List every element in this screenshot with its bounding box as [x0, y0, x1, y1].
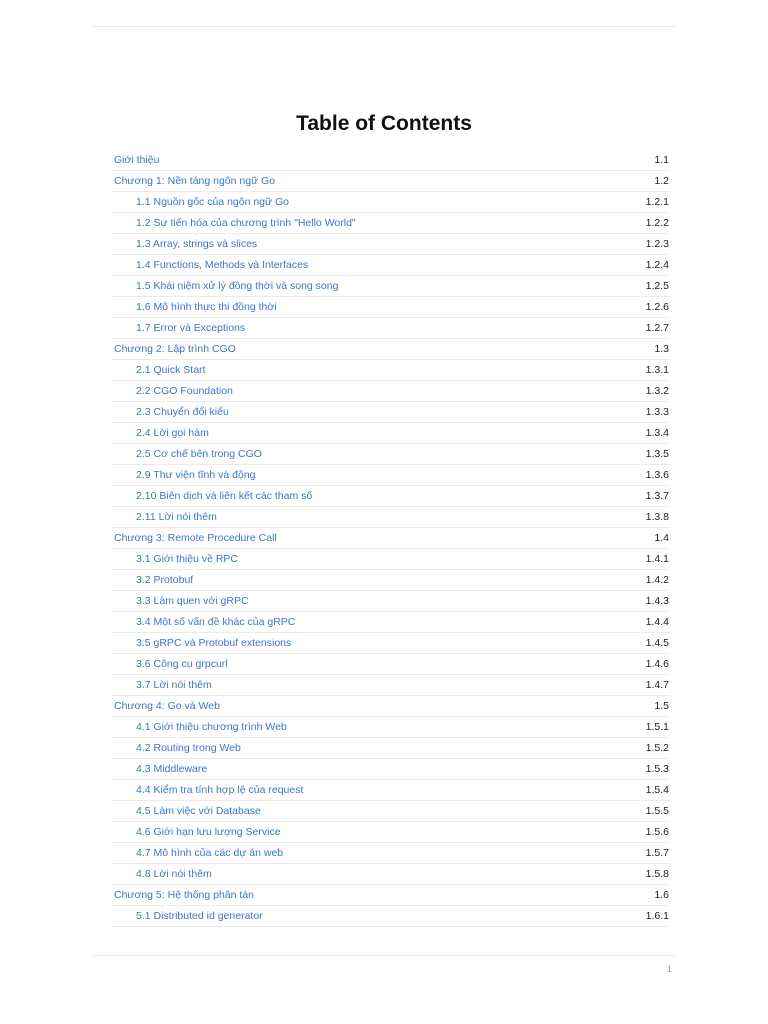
top-divider [93, 26, 675, 27]
toc-section-link[interactable]: 2.3 Chuyển đổi kiểu [136, 406, 229, 418]
toc-section-number: 1.5.3 [645, 763, 669, 775]
toc-entry [112, 276, 670, 297]
toc-section-number: 1.4.2 [645, 574, 669, 586]
toc-section-number: 1.3.7 [645, 490, 669, 502]
toc-entry [112, 654, 670, 675]
toc-section-link[interactable]: 3.7 Lời nói thêm [136, 679, 212, 691]
toc-section-number: 1.5.1 [645, 721, 669, 733]
toc-section-number: 1.3.8 [645, 511, 669, 523]
toc-section-link[interactable]: 3.6 Công cụ grpcurl [136, 658, 228, 670]
toc-entry [112, 402, 670, 423]
bottom-divider [93, 955, 675, 956]
toc-section-link[interactable]: 2.2 CGO Foundation [136, 385, 233, 397]
toc-entry [112, 339, 670, 360]
toc-section-number: 1.3.2 [645, 385, 669, 397]
toc-section-link[interactable]: 1.6 Mô hình thực thi đồng thời [136, 301, 277, 313]
toc-entry [112, 507, 670, 528]
toc-entry [112, 528, 670, 549]
toc-entry [112, 717, 670, 738]
toc-entry [112, 570, 670, 591]
toc-entry [112, 465, 670, 486]
toc-entry [112, 864, 670, 885]
table-of-contents [112, 150, 670, 927]
toc-entry [112, 843, 670, 864]
toc-entry [112, 192, 670, 213]
toc-section-number: 1.4.3 [645, 595, 669, 607]
toc-section-number: 1.1 [654, 154, 669, 166]
toc-entry [112, 213, 670, 234]
toc-section-link[interactable]: 2.4 Lời gọi hàm [136, 427, 209, 439]
toc-entry [112, 780, 670, 801]
toc-section-number: 1.4.6 [645, 658, 669, 670]
toc-chapter-link[interactable]: Giới thiệu [114, 154, 160, 166]
toc-entry [112, 297, 670, 318]
toc-entry [112, 906, 670, 927]
toc-section-number: 1.2.5 [645, 280, 669, 292]
toc-section-link[interactable]: 2.1 Quick Start [136, 364, 206, 376]
toc-section-number: 1.3.4 [645, 427, 669, 439]
toc-section-number: 1.2.4 [645, 259, 669, 271]
toc-section-link[interactable]: 2.9 Thư viện tĩnh và động [136, 469, 256, 481]
toc-section-link[interactable]: 4.6 Giới hạn lưu lượng Service [136, 826, 281, 838]
toc-section-link[interactable]: 3.4 Một số vấn đề khác của gRPC [136, 616, 296, 628]
toc-entry [112, 360, 670, 381]
toc-entry [112, 696, 670, 717]
toc-entry [112, 591, 670, 612]
toc-section-link[interactable]: 3.5 gRPC và Protobuf extensions [136, 637, 292, 649]
toc-entry [112, 423, 670, 444]
toc-section-number: 1.6.1 [645, 910, 669, 922]
toc-chapter-link[interactable]: Chương 1: Nền tảng ngôn ngữ Go [114, 175, 276, 187]
toc-section-link[interactable]: 1.7 Error và Exceptions [136, 322, 246, 334]
toc-section-link[interactable]: 4.8 Lời nói thêm [136, 868, 212, 880]
toc-section-number: 1.5.4 [645, 784, 669, 796]
toc-section-number: 1.3.1 [645, 364, 669, 376]
toc-section-link[interactable]: 2.10 Biên dịch và liên kết các tham số [136, 490, 313, 502]
toc-section-link[interactable]: 4.2 Routing trong Web [136, 742, 241, 754]
toc-section-link[interactable]: 1.3 Array, strings và slices [136, 238, 258, 250]
toc-entry [112, 633, 670, 654]
toc-entry [112, 381, 670, 402]
toc-entry [112, 885, 670, 906]
toc-section-number: 1.2.1 [645, 196, 669, 208]
toc-entry [112, 234, 670, 255]
toc-entry [112, 822, 670, 843]
toc-section-number: 1.3.5 [645, 448, 669, 460]
toc-entry [112, 549, 670, 570]
toc-section-number: 1.2.3 [645, 238, 669, 250]
toc-section-number: 1.3.3 [645, 406, 669, 418]
toc-section-number: 1.2.6 [645, 301, 669, 313]
toc-section-number: 1.3.6 [645, 469, 669, 481]
toc-section-number: 1.5.8 [645, 868, 669, 880]
toc-section-number: 1.2 [654, 175, 669, 187]
toc-section-number: 1.4.5 [645, 637, 669, 649]
toc-section-number: 1.5.5 [645, 805, 669, 817]
toc-entry [112, 150, 670, 171]
toc-section-link[interactable]: 1.2 Sự tiến hóa của chương trình "Hello World" [136, 217, 356, 229]
toc-section-number: 1.4.7 [645, 679, 669, 691]
page-title: Table of Contents [296, 112, 472, 135]
toc-entry [112, 675, 670, 696]
toc-entry [112, 612, 670, 633]
toc-chapter-link[interactable]: Chương 3: Remote Procedure Call [114, 532, 277, 544]
toc-section-number: 1.5.2 [645, 742, 669, 754]
toc-section-link[interactable]: 4.4 Kiểm tra tính hợp lệ của request [136, 784, 304, 796]
toc-section-number: 1.4.4 [645, 616, 669, 628]
toc-section-number: 1.6 [654, 889, 669, 901]
page-number: 1 [666, 964, 672, 974]
toc-section-number: 1.3 [654, 343, 669, 355]
toc-section-link[interactable]: 3.3 Làm quen với gRPC [136, 595, 249, 607]
toc-entry [112, 444, 670, 465]
toc-section-number: 1.2.7 [645, 322, 669, 334]
toc-entry [112, 318, 670, 339]
toc-section-number: 1.2.2 [645, 217, 669, 229]
toc-section-link[interactable]: 2.5 Cơ chế bên trong CGO [136, 448, 262, 460]
toc-section-link[interactable]: 3.1 Giới thiệu về RPC [136, 553, 239, 565]
toc-section-link[interactable]: 4.5 Làm việc với Database [136, 805, 261, 817]
toc-entry [112, 171, 670, 192]
toc-section-link[interactable]: 4.3 Middleware [136, 763, 208, 775]
toc-section-number: 1.4 [654, 532, 669, 544]
toc-chapter-link[interactable]: Chương 2: Lập trình CGO [114, 343, 236, 355]
toc-entry [112, 738, 670, 759]
toc-section-link[interactable]: 5.1 Distributed id generator [136, 910, 263, 922]
toc-entry [112, 255, 670, 276]
toc-section-link[interactable]: 1.1 Nguồn gốc của ngôn ngữ Go [136, 196, 289, 208]
toc-section-number: 1.4.1 [645, 553, 669, 565]
toc-entry [112, 759, 670, 780]
toc-chapter-link[interactable]: Chương 5: Hệ thống phân tán [114, 889, 255, 901]
toc-section-link[interactable]: 3.2 Protobuf [136, 574, 194, 586]
toc-entry [112, 801, 670, 822]
toc-section-number: 1.5.6 [645, 826, 669, 838]
toc-section-link[interactable]: 4.7 Mô hình của các dự án web [136, 847, 284, 859]
toc-entry [112, 486, 670, 507]
toc-chapter-link[interactable]: Chương 4: Go và Web [114, 700, 220, 712]
toc-section-link[interactable]: 1.4 Functions, Methods và Interfaces [136, 259, 309, 271]
toc-section-link[interactable]: 2.11 Lời nói thêm [136, 511, 217, 523]
toc-section-number: 1.5 [654, 700, 669, 712]
toc-section-link[interactable]: 1.5 Khái niệm xử lý đồng thời và song song [136, 280, 339, 292]
toc-section-link[interactable]: 4.1 Giới thiệu chương trình Web [136, 721, 287, 733]
toc-section-number: 1.5.7 [645, 847, 669, 859]
